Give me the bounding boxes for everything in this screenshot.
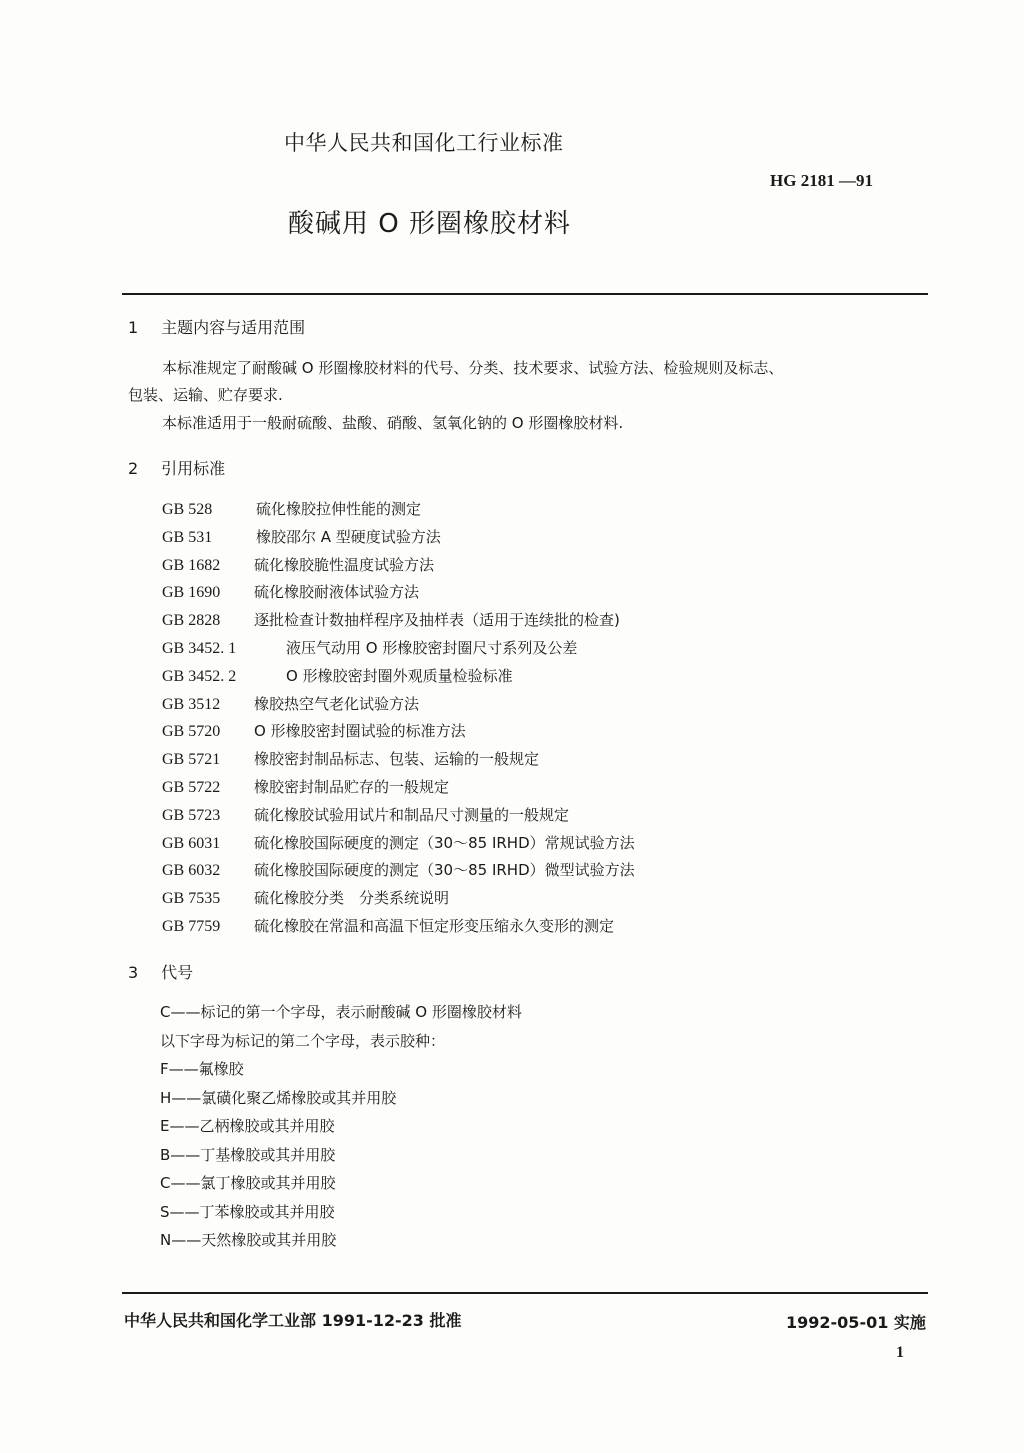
reference-item — [162, 579, 635, 607]
reference-item — [162, 802, 635, 830]
reference-item — [162, 718, 635, 746]
code-line: E——乙柄橡胶或其并用胶 — [160, 1117, 335, 1135]
reference-title: 硫化橡胶拉伸性能的测定 — [256, 500, 422, 518]
reference-list — [162, 496, 635, 941]
section-3-heading — [128, 960, 193, 983]
reference-item — [162, 913, 635, 941]
reference-title: 硫化橡胶分类 分类系统说明 — [254, 889, 450, 908]
reference-code: GB 5720 — [162, 723, 221, 741]
reference-item — [162, 607, 635, 635]
reference-code: GB 5723 — [162, 806, 221, 824]
reference-title: 橡胶密封制品标志、包装、运输的一般规定 — [254, 750, 540, 769]
header-divider — [122, 293, 928, 295]
section-1-title: 主题内容与适用范围 — [161, 318, 306, 337]
reference-code: GB 6031 — [162, 834, 221, 852]
section-1-number: 1 — [128, 318, 139, 337]
reference-title: 橡胶热空气老化试验方法 — [254, 694, 420, 713]
reference-title: 硫化橡胶国际硬度的测定（30～85 IRHD）微型试验方法 — [254, 861, 635, 880]
code-line: C——标记的第一个字母，表示耐酸碱 O 形圈橡胶材料 — [160, 1003, 522, 1021]
reference-title: O 形橡胶密封圈外观质量检验标准 — [286, 666, 513, 685]
reference-item — [162, 857, 635, 885]
reference-title: 硫化橡胶脆性温度试验方法 — [254, 555, 435, 574]
section-1-para-1-line-1: 本标准规定了耐酸碱 O 形圈橡胶材料的代号、分类、技术要求、试验方法、检验规则及标志、 — [162, 359, 784, 377]
reference-item — [162, 663, 635, 691]
code-line: S——丁苯橡胶或其并用胶 — [160, 1202, 335, 1221]
reference-code: GB 3512 — [162, 695, 221, 713]
reference-code: GB 5721 — [162, 751, 221, 769]
approval-statement: 中华人民共和国化学工业部 1991-12-23 批准 — [124, 1311, 462, 1330]
reference-title: 硫化橡胶在常温和高温下恒定形变压缩永久变形的测定 — [254, 916, 615, 935]
document-title: 酸碱用 O 形圈橡胶材料 — [288, 209, 571, 239]
section-3-number: 3 — [128, 963, 139, 982]
section-1-para-2: 本标准适用于一般耐硫酸、盐酸、硝酸、氢氧化钠的 O 形圈橡胶材料. — [162, 414, 624, 432]
reference-code: GB 3452. 2 — [162, 667, 237, 685]
code-line: F——氟橡胶 — [160, 1060, 244, 1078]
reference-title: O 形橡胶密封圈试验的标准方法 — [254, 722, 466, 741]
reference-code: GB 7759 — [162, 917, 221, 935]
code-line: N——天然橡胶或其并用胶 — [160, 1231, 337, 1249]
effective-date: 1992-05-01 实施 — [786, 1313, 926, 1332]
reference-item — [162, 552, 635, 580]
reference-title: 硫化橡胶试验用试片和制品尺寸测量的一般规定 — [254, 805, 570, 824]
code-line: B——丁基橡胶或其并用胶 — [160, 1145, 336, 1164]
reference-item — [162, 691, 635, 719]
reference-title: 逐批检查计数抽样程序及抽样表（适用于连续批的检查) — [254, 611, 620, 630]
reference-code: GB 5722 — [162, 778, 221, 796]
section-1-heading — [128, 315, 305, 338]
reference-item — [162, 830, 635, 858]
reference-item — [162, 496, 635, 524]
reference-code: GB 7535 — [162, 890, 221, 908]
reference-item — [162, 635, 635, 663]
reference-title: 硫化橡胶国际硬度的测定（30～85 IRHD）常规试验方法 — [254, 833, 635, 852]
code-definitions — [160, 998, 522, 1255]
reference-code: GB 1682 — [162, 556, 221, 574]
reference-item — [162, 746, 635, 774]
reference-item — [162, 774, 635, 802]
reference-item — [162, 885, 635, 913]
reference-code: GB 531 — [162, 528, 213, 546]
reference-code: GB 2828 — [162, 612, 221, 630]
reference-code: GB 1690 — [162, 584, 221, 602]
reference-item — [162, 524, 635, 552]
reference-title: 硫化橡胶耐液体试验方法 — [254, 583, 420, 602]
code-line: C——氯丁橡胶或其并用胶 — [160, 1174, 336, 1192]
page-number: 1 — [896, 1344, 904, 1361]
code-line: H——氯磺化聚乙烯橡胶或其并用胶 — [160, 1088, 397, 1107]
reference-title: 橡胶密封制品贮存的一般规定 — [254, 777, 450, 796]
code-line: 以下字母为标记的第二个字母，表示胶种： — [160, 1031, 446, 1050]
section-2-heading — [128, 456, 225, 479]
section-2-title: 引用标准 — [161, 459, 226, 478]
standard-code: HG 2181 —91 — [770, 171, 873, 190]
reference-title: 橡胶邵尔 A 型硬度试验方法 — [256, 527, 441, 546]
reference-code: GB 3452. 1 — [162, 639, 237, 657]
section-3-title: 代号 — [161, 963, 194, 982]
section-2-number: 2 — [128, 459, 139, 478]
reference-title: 液压气动用 O 形橡胶密封圈尺寸系列及公差 — [286, 638, 578, 657]
standard-name: 中华人民共和国化工行业标准 — [284, 131, 564, 155]
reference-code: GB 6032 — [162, 862, 221, 880]
section-1-para-1-line-2: 包装、运输、贮存要求. — [128, 386, 283, 404]
reference-code: GB 528 — [162, 501, 213, 518]
footer-divider — [122, 1292, 928, 1294]
